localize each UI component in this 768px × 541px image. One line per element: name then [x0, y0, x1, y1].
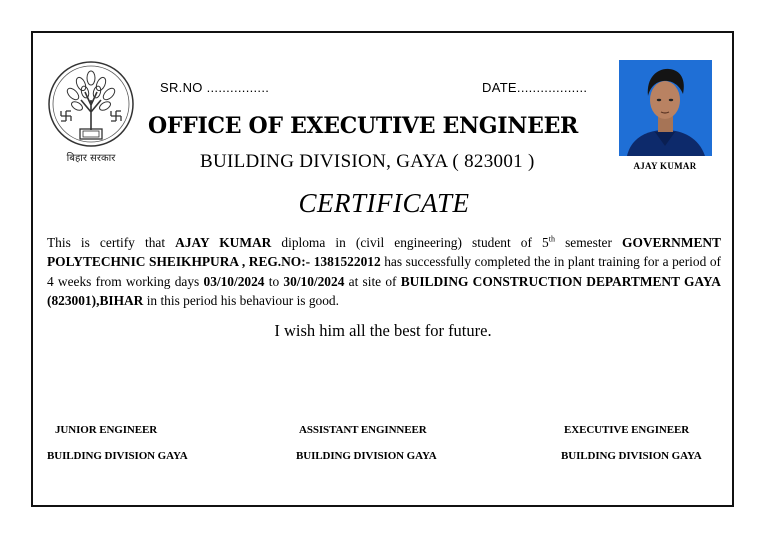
college-and-reg: GOVERNMENT POLYTECHNIC SHEIKHPURA , REG.NO:- 1381522012: [47, 235, 721, 270]
emblem-caption: बिहार सरकार: [66, 153, 116, 164]
body-text: diploma in (civil engineering) student of 5: [271, 235, 549, 250]
student-name: AJAY KUMAR: [175, 235, 272, 250]
executive-engineer-title: EXECUTIVE ENGINEER: [564, 424, 690, 436]
junior-engineer-dept: BUILDING DIVISION GAYA: [47, 450, 188, 462]
date-field: DATE..................: [482, 80, 588, 95]
wish-line: I wish him all the best for future.: [274, 321, 492, 340]
certificate-title: CERTIFICATE: [298, 188, 470, 218]
executive-engineer-dept: BUILDING DIVISION GAYA: [561, 450, 702, 462]
division-subtitle: BUILDING DIVISION, GAYA ( 823001 ): [200, 151, 535, 172]
body-text: in this period his behaviour is good.: [143, 292, 339, 308]
student-photo: [619, 60, 712, 156]
serial-number-field: SR.NO ................: [160, 80, 270, 95]
from-date: 03/10/2024: [203, 273, 265, 289]
certificate-body: [47, 233, 721, 310]
ordinal-suffix: th: [548, 234, 555, 244]
training-site: BUILDING CONSTRUCTION DEPARTMENT GAYA (823001),BIHAR: [47, 273, 721, 308]
assistant-engineer-title: ASSISTANT ENGINNEER: [299, 424, 427, 436]
junior-engineer-title: JUNIOR ENGINEER: [55, 424, 158, 436]
to-date: 30/10/2024: [283, 273, 345, 289]
body-text: has successfully completed the in plant training for a period of 4 weeks from working days: [47, 254, 722, 289]
person-photo-icon: [619, 60, 712, 156]
body-text: at site of: [344, 273, 401, 289]
bihar-emblem-icon: [47, 60, 135, 164]
body-text: This is certify that: [47, 235, 176, 250]
body-text: to: [264, 273, 284, 289]
assistant-engineer-dept: BUILDING DIVISION GAYA: [296, 450, 437, 462]
photo-name-label: AJAY KUMAR: [633, 161, 697, 171]
office-title: OFFICE OF EXECUTIVE ENGINEER: [148, 113, 579, 139]
body-text: semester: [555, 235, 623, 250]
